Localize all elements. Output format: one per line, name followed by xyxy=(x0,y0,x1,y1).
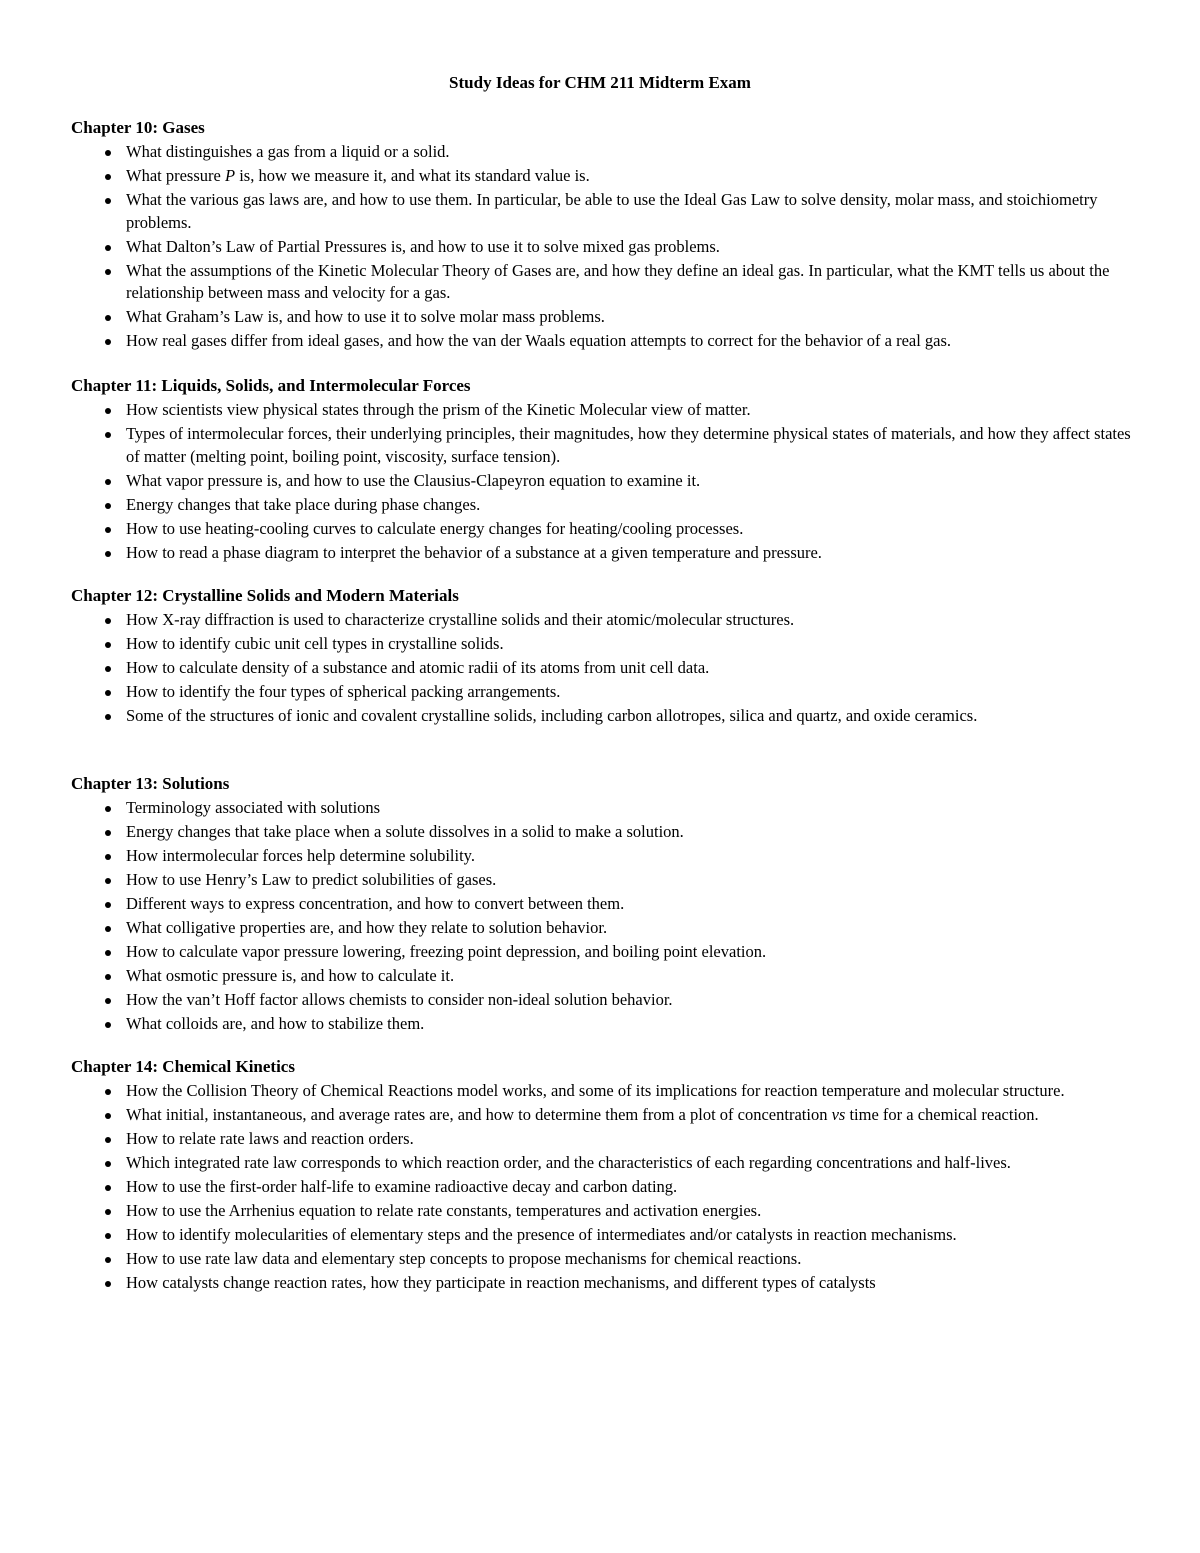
list-item xyxy=(71,1013,1131,1036)
list-item-text: What the various gas laws are, and how to use them. In particular, be able to use the Ideal Gas Law to solve density, molar mass, and stoichiometry problems. xyxy=(126,190,1098,232)
list-item xyxy=(71,1080,1131,1103)
list-item xyxy=(71,821,1131,844)
bullet-icon xyxy=(105,1209,111,1215)
list-item xyxy=(71,330,1131,353)
list-item xyxy=(71,917,1131,940)
list-item xyxy=(71,236,1131,259)
list-item-text: Energy changes that take place when a solute dissolves in a solid to make a solution. xyxy=(126,822,684,841)
bullet-icon xyxy=(105,926,111,932)
list-item xyxy=(71,423,1131,468)
list-item-text: Terminology associated with solutions xyxy=(126,798,381,817)
bullet-icon xyxy=(105,1161,111,1167)
bullet-icon xyxy=(105,902,111,908)
list-item-text: How to relate rate laws and reaction orders. xyxy=(126,1129,414,1148)
list-item xyxy=(71,1128,1131,1151)
list-item-text: What Dalton’s Law of Partial Pressures is, and how to use it to solve mixed gas problems. xyxy=(126,236,720,256)
list-item xyxy=(71,681,1131,704)
bullet-icon xyxy=(105,174,111,180)
list-item-text: How the van’t Hoff factor allows chemists to consider non-ideal solution behavior. xyxy=(126,990,673,1009)
bullet-icon xyxy=(105,714,111,720)
bullet-icon xyxy=(105,1089,111,1095)
list-item-text: What distinguishes a gas from a liquid or a solid. xyxy=(126,142,450,161)
bullet-icon xyxy=(105,150,111,156)
bullet-icon xyxy=(105,1137,111,1143)
list-item xyxy=(71,965,1131,988)
list-item-text: How to use Henry’s Law to predict solubilities of gases. xyxy=(126,870,497,889)
list-item-text: What colligative properties are, and how they relate to solution behavior. xyxy=(126,918,608,937)
bullet-icon xyxy=(105,269,111,275)
list-item-text: What the assumptions of the Kinetic Molecular Theory of Gases are, and how they define an ideal gas. In particular, what the KMT tells us about the relationship between mass and velocity for a gas. xyxy=(126,260,1110,302)
list-item-text: How real gases differ from ideal gases, and how the van der Waals equation attempts to correct for the behavior of a real gas. xyxy=(126,331,952,350)
list-item-text: What osmotic pressure is, and how to calculate it. xyxy=(126,966,455,985)
bullet-icon xyxy=(105,315,111,321)
list-item xyxy=(71,470,1131,493)
bullet-icon xyxy=(105,408,111,414)
list-item xyxy=(71,1224,1131,1247)
bullet-list xyxy=(71,399,1131,564)
bullet-icon xyxy=(105,503,111,509)
bullet-list xyxy=(71,609,1131,728)
bullet-icon xyxy=(105,1022,111,1028)
bullet-icon xyxy=(105,1257,111,1263)
bullet-icon xyxy=(105,998,111,1004)
list-item xyxy=(71,1152,1131,1175)
list-item-text: Which integrated rate law corresponds to which reaction order, and the characteristics of each regarding concentrations and half-lives. xyxy=(126,1153,1011,1172)
bullet-icon xyxy=(105,854,111,860)
list-item-text: How to use heating-cooling curves to calculate energy changes for heating/cooling processes. xyxy=(126,518,744,538)
list-item xyxy=(71,705,1131,728)
list-item-text: Some of the structures of ionic and covalent crystalline solids, including carbon allotropes, silica and quartz, and oxide ceramics. xyxy=(126,706,978,725)
list-item-text: Types of intermolecular forces, their underlying principles, their magnitudes, how they determine physical states of materials, and how they affect states of matter (melting point, boiling point, viscosity, surface tension). xyxy=(126,424,1131,466)
list-item xyxy=(71,1200,1131,1223)
list-item xyxy=(71,609,1131,632)
chapter-section xyxy=(71,117,1131,354)
bullet-icon xyxy=(105,666,111,672)
chapter-section xyxy=(71,1056,1131,1296)
list-item-text: What Graham’s Law is, and how to use it to solve molar mass problems. xyxy=(126,307,605,326)
list-item-text: How to read a phase diagram to interpret the behavior of a substance at a given temperature and pressure. xyxy=(126,542,822,562)
list-item xyxy=(71,633,1131,656)
list-item xyxy=(71,1248,1131,1271)
list-item xyxy=(71,494,1131,517)
bullet-icon xyxy=(105,642,111,648)
list-item xyxy=(71,399,1131,422)
bullet-icon xyxy=(105,1281,111,1287)
list-item-text: How the Collision Theory of Chemical Reactions model works, and some of its implications for reaction temperature and molecular structure. xyxy=(126,1081,1065,1100)
bullet-icon xyxy=(105,479,111,485)
list-item xyxy=(71,989,1131,1012)
bullet-icon xyxy=(105,974,111,980)
bullet-list xyxy=(71,1080,1131,1295)
chapter-section xyxy=(71,773,1131,1037)
list-item xyxy=(71,141,1131,164)
chapter-heading: Chapter 11: Liquids, Solids, and Intermolecular Forces xyxy=(71,376,471,395)
chapter-heading: Chapter 12: Crystalline Solids and Modern Materials xyxy=(71,586,459,605)
list-item xyxy=(71,306,1131,329)
bullet-icon xyxy=(105,432,111,438)
list-item-text: What colloids are, and how to stabilize them. xyxy=(126,1014,425,1033)
list-item xyxy=(71,941,1131,964)
bullet-icon xyxy=(105,198,111,204)
list-item-text: Different ways to express concentration, and how to convert between them. xyxy=(126,894,625,913)
bullet-icon xyxy=(105,339,111,345)
list-item xyxy=(71,1272,1131,1295)
bullet-icon xyxy=(105,551,111,557)
bullet-icon xyxy=(105,1233,111,1239)
list-item xyxy=(71,869,1131,892)
list-item-text: How to calculate vapor pressure lowering, freezing point depression, and boiling point elevation. xyxy=(126,942,767,961)
list-item-text: How to identify the four types of spherical packing arrangements. xyxy=(126,682,561,701)
bullet-icon xyxy=(105,1113,111,1119)
list-item xyxy=(71,1104,1131,1127)
bullet-icon xyxy=(105,830,111,836)
bullet-icon xyxy=(105,690,111,696)
list-item-text: How intermolecular forces help determine solubility. xyxy=(126,846,475,865)
list-item xyxy=(71,845,1131,868)
list-item-text: What initial, instantaneous, and average rates are, and how to determine them from a plot of concentration vs time for a chemical reaction. xyxy=(126,1105,1039,1124)
list-item-text: How to calculate density of a substance and atomic radii of its atoms from unit cell data. xyxy=(126,658,710,677)
chapter-heading: Chapter 13: Solutions xyxy=(71,774,230,793)
list-item xyxy=(71,893,1131,916)
list-item xyxy=(71,165,1131,188)
bullet-icon xyxy=(105,245,111,251)
list-item-text: How to use the Arrhenius equation to relate rate constants, temperatures and activation energies. xyxy=(126,1201,762,1220)
bullet-icon xyxy=(105,618,111,624)
list-item-text: How to identify molecularities of elementary steps and the presence of intermediates and/or catalysts in reaction mechanisms. xyxy=(126,1225,957,1244)
chapter-section xyxy=(71,585,1131,729)
list-item xyxy=(71,189,1131,234)
list-item xyxy=(71,797,1131,820)
list-item xyxy=(71,542,1131,565)
list-item-text: How scientists view physical states through the prism of the Kinetic Molecular view of matter. xyxy=(126,400,751,419)
bullet-list xyxy=(71,797,1131,1036)
list-item-text: How X-ray diffraction is used to characterize crystalline solids and their atomic/molecular structures. xyxy=(126,610,795,629)
bullet-icon xyxy=(105,1185,111,1191)
document-title: Study Ideas for CHM 211 Midterm Exam xyxy=(449,73,751,92)
chapter-section xyxy=(71,375,1131,566)
bullet-icon xyxy=(105,806,111,812)
list-item-text: Energy changes that take place during phase changes. xyxy=(126,494,481,514)
list-item xyxy=(71,260,1131,305)
list-item xyxy=(71,657,1131,680)
list-item-text: How to identify cubic unit cell types in crystalline solids. xyxy=(126,634,504,653)
bullet-icon xyxy=(105,527,111,533)
list-item-text: How catalysts change reaction rates, how they participate in reaction mechanisms, and different types of catalysts xyxy=(126,1273,876,1292)
list-item xyxy=(71,518,1131,541)
bullet-icon xyxy=(105,950,111,956)
bullet-icon xyxy=(105,878,111,884)
list-item-text: How to use rate law data and elementary step concepts to propose mechanisms for chemical reactions. xyxy=(126,1249,802,1268)
list-item-text: What vapor pressure is, and how to use the Clausius-Clapeyron equation to examine it. xyxy=(126,470,701,490)
bullet-list xyxy=(71,141,1131,353)
list-item-text: What pressure P is, how we measure it, and what its standard value is. xyxy=(126,166,590,185)
chapter-heading: Chapter 10: Gases xyxy=(71,118,205,137)
chapter-heading: Chapter 14: Chemical Kinetics xyxy=(71,1057,295,1076)
list-item-text: How to use the first-order half-life to examine radioactive decay and carbon dating. xyxy=(126,1177,678,1196)
list-item xyxy=(71,1176,1131,1199)
